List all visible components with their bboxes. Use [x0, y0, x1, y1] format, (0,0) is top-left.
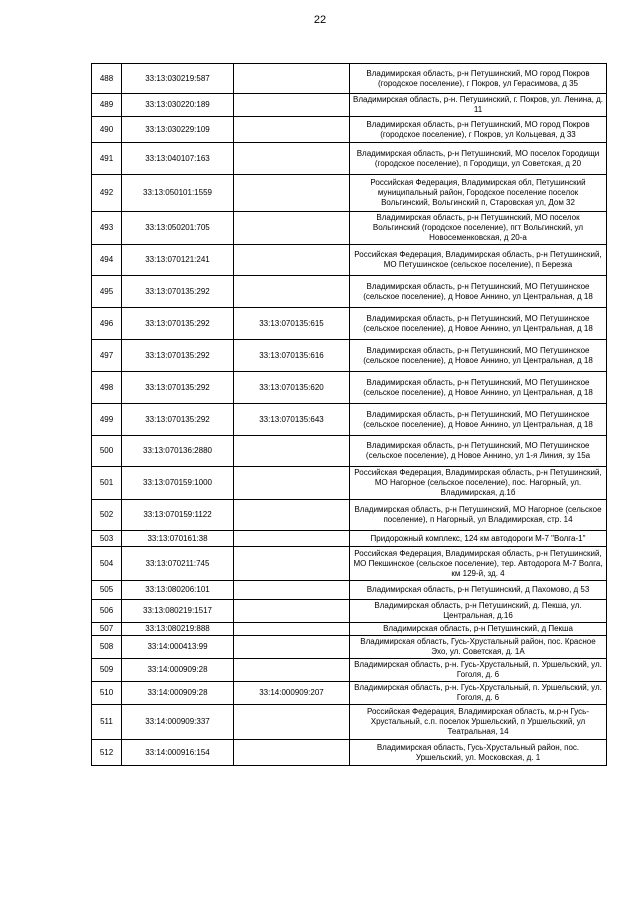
- sub-cadastral-number-cell: [234, 600, 350, 623]
- table-row: [92, 682, 607, 705]
- row-number-cell: 505: [92, 581, 122, 600]
- sub-cadastral-number-cell: 33:13:070135:615: [234, 308, 350, 340]
- table-row: [92, 500, 607, 531]
- address-cell: Владимирская область, Гусь-Хрустальный район, пос. Уршельский, ул. Московская, д. 1: [350, 740, 607, 766]
- address-cell: Владимирская область, р-н Петушинский, МО Петушинское (сельское поселение), д Новое Аннино, ул Центральная, д 18: [350, 276, 607, 308]
- address-cell: Владимирская область, р-н Петушинский, МО город Покров (городское поселение), г Покров, ул Герасимова, д 35: [350, 64, 607, 94]
- address-cell: Российская Федерация, Владимирская область, р-н Петушинский, МО Пекшинское (сельское поселение), тер. Автодорога М-7 Волга, км 129-й, зд. 4: [350, 547, 607, 581]
- table-row: [92, 340, 607, 372]
- table-row: [92, 623, 607, 636]
- sub-cadastral-number-cell: [234, 175, 350, 212]
- cadastral-number-cell: 33:14:000916:154: [122, 740, 234, 766]
- address-cell: Владимирская область, р-н. Петушинский, г. Покров, ул. Ленина, д. 11: [350, 94, 607, 117]
- row-number-cell: 499: [92, 404, 122, 436]
- sub-cadastral-number-cell: [234, 500, 350, 531]
- row-number-cell: 512: [92, 740, 122, 766]
- table-row: [92, 117, 607, 143]
- cadastral-number-cell: 33:13:070136:2880: [122, 436, 234, 467]
- row-number-cell: 511: [92, 705, 122, 740]
- row-number-cell: 508: [92, 636, 122, 659]
- table-row: [92, 308, 607, 340]
- cadastral-number-cell: 33:13:070159:1122: [122, 500, 234, 531]
- table-row: [92, 372, 607, 404]
- table-row: [92, 276, 607, 308]
- address-cell: Владимирская область, р-н Петушинский, МО Петушинское (сельское поселение), д Новое Аннино, ул Центральная, д 18: [350, 340, 607, 372]
- row-number-cell: 509: [92, 659, 122, 682]
- sub-cadastral-number-cell: [234, 276, 350, 308]
- address-cell: Владимирская область, р-н Петушинский, МО Нагорное (сельское поселение), п Нагорный, ул Владимирская, стр. 14: [350, 500, 607, 531]
- cadastral-number-cell: 33:13:050101:1559: [122, 175, 234, 212]
- row-number-cell: 506: [92, 600, 122, 623]
- row-number-cell: 501: [92, 467, 122, 500]
- row-number-cell: 495: [92, 276, 122, 308]
- cadastral-number-cell: 33:13:050201:705: [122, 212, 234, 245]
- cadastral-number-cell: 33:13:080206:101: [122, 581, 234, 600]
- table-row: [92, 94, 607, 117]
- row-number-cell: 510: [92, 682, 122, 705]
- table-row: [92, 531, 607, 547]
- address-cell: Владимирская область, р-н Петушинский, МО город Покров (городское поселение), г Покров, ул Кольцевая, д 33: [350, 117, 607, 143]
- registry-table: [91, 63, 607, 766]
- address-cell: Владимирская область, р-н Петушинский, МО Петушинское (сельское поселение), д Новое Аннино, ул 1-я Линия, зу 15а: [350, 436, 607, 467]
- table-row: [92, 581, 607, 600]
- sub-cadastral-number-cell: [234, 531, 350, 547]
- sub-cadastral-number-cell: 33:13:070135:616: [234, 340, 350, 372]
- table-row: [92, 547, 607, 581]
- cadastral-number-cell: 33:13:080219:888: [122, 623, 234, 636]
- row-number-cell: 493: [92, 212, 122, 245]
- cadastral-number-cell: 33:13:070211:745: [122, 547, 234, 581]
- row-number-cell: 496: [92, 308, 122, 340]
- table-row: [92, 600, 607, 623]
- row-number-cell: 500: [92, 436, 122, 467]
- row-number-cell: 488: [92, 64, 122, 94]
- row-number-cell: 489: [92, 94, 122, 117]
- address-cell: Российская Федерация, Владимирская область, р-н Петушинский, МО Петушинское (сельское поселение), п Березка: [350, 245, 607, 276]
- address-cell: Владимирская область, р-н Петушинский, МО поселок Вольгинский (городское поселение), пгт Вольгинский, ул Новосеменковская, д 20-а: [350, 212, 607, 245]
- address-cell: Владимирская область, Гусь-Хрустальный район, пос. Красное Эхо, ул. Советская, д. 1А: [350, 636, 607, 659]
- sub-cadastral-number-cell: [234, 581, 350, 600]
- sub-cadastral-number-cell: [234, 94, 350, 117]
- cadastral-number-cell: 33:13:070161:38: [122, 531, 234, 547]
- address-cell: Владимирская область, р-н Петушинский, МО Петушинское (сельское поселение), д Новое Аннино, ул Центральная, д 18: [350, 404, 607, 436]
- cadastral-number-cell: 33:14:000909:28: [122, 659, 234, 682]
- row-number-cell: 494: [92, 245, 122, 276]
- cadastral-number-cell: 33:13:070135:292: [122, 340, 234, 372]
- table-row: [92, 467, 607, 500]
- sub-cadastral-number-cell: 33:14:000909:207: [234, 682, 350, 705]
- cadastral-number-cell: 33:13:080219:1517: [122, 600, 234, 623]
- table-row: [92, 740, 607, 766]
- cadastral-number-cell: 33:13:070135:292: [122, 372, 234, 404]
- cadastral-number-cell: 33:14:000909:28: [122, 682, 234, 705]
- row-number-cell: 497: [92, 340, 122, 372]
- sub-cadastral-number-cell: [234, 64, 350, 94]
- address-cell: Придорожный комплекс, 124 км автодороги М-7 "Волга-1": [350, 531, 607, 547]
- address-cell: Владимирская область, р-н. Гусь-Хрустальный, п. Уршельский, ул. Гоголя, д. 6: [350, 659, 607, 682]
- row-number-cell: 490: [92, 117, 122, 143]
- row-number-cell: 503: [92, 531, 122, 547]
- cadastral-number-cell: 33:13:070135:292: [122, 404, 234, 436]
- row-number-cell: 502: [92, 500, 122, 531]
- sub-cadastral-number-cell: [234, 623, 350, 636]
- table-row: [92, 705, 607, 740]
- cadastral-number-cell: 33:13:070135:292: [122, 276, 234, 308]
- row-number-cell: 507: [92, 623, 122, 636]
- cadastral-number-cell: 33:13:070121:241: [122, 245, 234, 276]
- address-cell: Владимирская область, р-н Петушинский, д. Пекша, ул. Центральная, д.16: [350, 600, 607, 623]
- row-number-cell: 491: [92, 143, 122, 175]
- sub-cadastral-number-cell: [234, 705, 350, 740]
- cadastral-number-cell: 33:14:000909:337: [122, 705, 234, 740]
- table-row: [92, 143, 607, 175]
- cadastral-number-cell: 33:13:030229:109: [122, 117, 234, 143]
- sub-cadastral-number-cell: [234, 740, 350, 766]
- table-row: [92, 64, 607, 94]
- row-number-cell: 498: [92, 372, 122, 404]
- table-row: [92, 436, 607, 467]
- cadastral-number-cell: 33:13:030220:189: [122, 94, 234, 117]
- table-row: [92, 659, 607, 682]
- address-cell: Владимирская область, р-н Петушинский, д Пахомово, д 53: [350, 581, 607, 600]
- cadastral-number-cell: 33:13:030219:587: [122, 64, 234, 94]
- row-number-cell: 504: [92, 547, 122, 581]
- sub-cadastral-number-cell: [234, 117, 350, 143]
- sub-cadastral-number-cell: [234, 547, 350, 581]
- address-cell: Российская Федерация, Владимирская обл, Петушинский муниципальный район, Городское поселение поселок Вольгинский, Вольгинский п, Старовская ул, Дом 32: [350, 175, 607, 212]
- cadastral-number-cell: 33:13:040107:163: [122, 143, 234, 175]
- address-cell: Владимирская область, р-н Петушинский, д Пекша: [350, 623, 607, 636]
- table-row: [92, 245, 607, 276]
- sub-cadastral-number-cell: [234, 436, 350, 467]
- cadastral-number-cell: 33:13:070135:292: [122, 308, 234, 340]
- sub-cadastral-number-cell: [234, 245, 350, 276]
- address-cell: Российская Федерация, Владимирская область, р-н Петушинский, МО Нагорное (сельское поселение), пос. Нагорный, ул. Владимирская, д.1б: [350, 467, 607, 500]
- sub-cadastral-number-cell: [234, 467, 350, 500]
- registry-table-body: [92, 64, 607, 766]
- sub-cadastral-number-cell: [234, 659, 350, 682]
- address-cell: Владимирская область, р-н Петушинский, МО Петушинское (сельское поселение), д Новое Аннино, ул Центральная, д 18: [350, 372, 607, 404]
- row-number-cell: 492: [92, 175, 122, 212]
- table-row: [92, 212, 607, 245]
- table-row: [92, 404, 607, 436]
- sub-cadastral-number-cell: [234, 636, 350, 659]
- sub-cadastral-number-cell: 33:13:070135:620: [234, 372, 350, 404]
- sub-cadastral-number-cell: [234, 212, 350, 245]
- address-cell: Владимирская область, р-н. Гусь-Хрустальный, п. Уршельский, ул. Гоголя, д. 6: [350, 682, 607, 705]
- page-number: 22: [313, 14, 327, 26]
- address-cell: Владимирская область, р-н Петушинский, МО поселок Городищи (городское поселение), п Городищи, ул Советская, д 20: [350, 143, 607, 175]
- table-row: [92, 636, 607, 659]
- cadastral-number-cell: 33:13:070159:1000: [122, 467, 234, 500]
- cadastral-number-cell: 33:14:000413:99: [122, 636, 234, 659]
- address-cell: Владимирская область, р-н Петушинский, МО Петушинское (сельское поселение), д Новое Аннино, ул Центральная, д 18: [350, 308, 607, 340]
- sub-cadastral-number-cell: [234, 143, 350, 175]
- table-row: [92, 175, 607, 212]
- address-cell: Российская Федерация, Владимирская область, м.р-н Гусь-Хрустальный, с.п. поселок Уршельский, п Уршельский, ул Театральная, 14: [350, 705, 607, 740]
- sub-cadastral-number-cell: 33:13:070135:643: [234, 404, 350, 436]
